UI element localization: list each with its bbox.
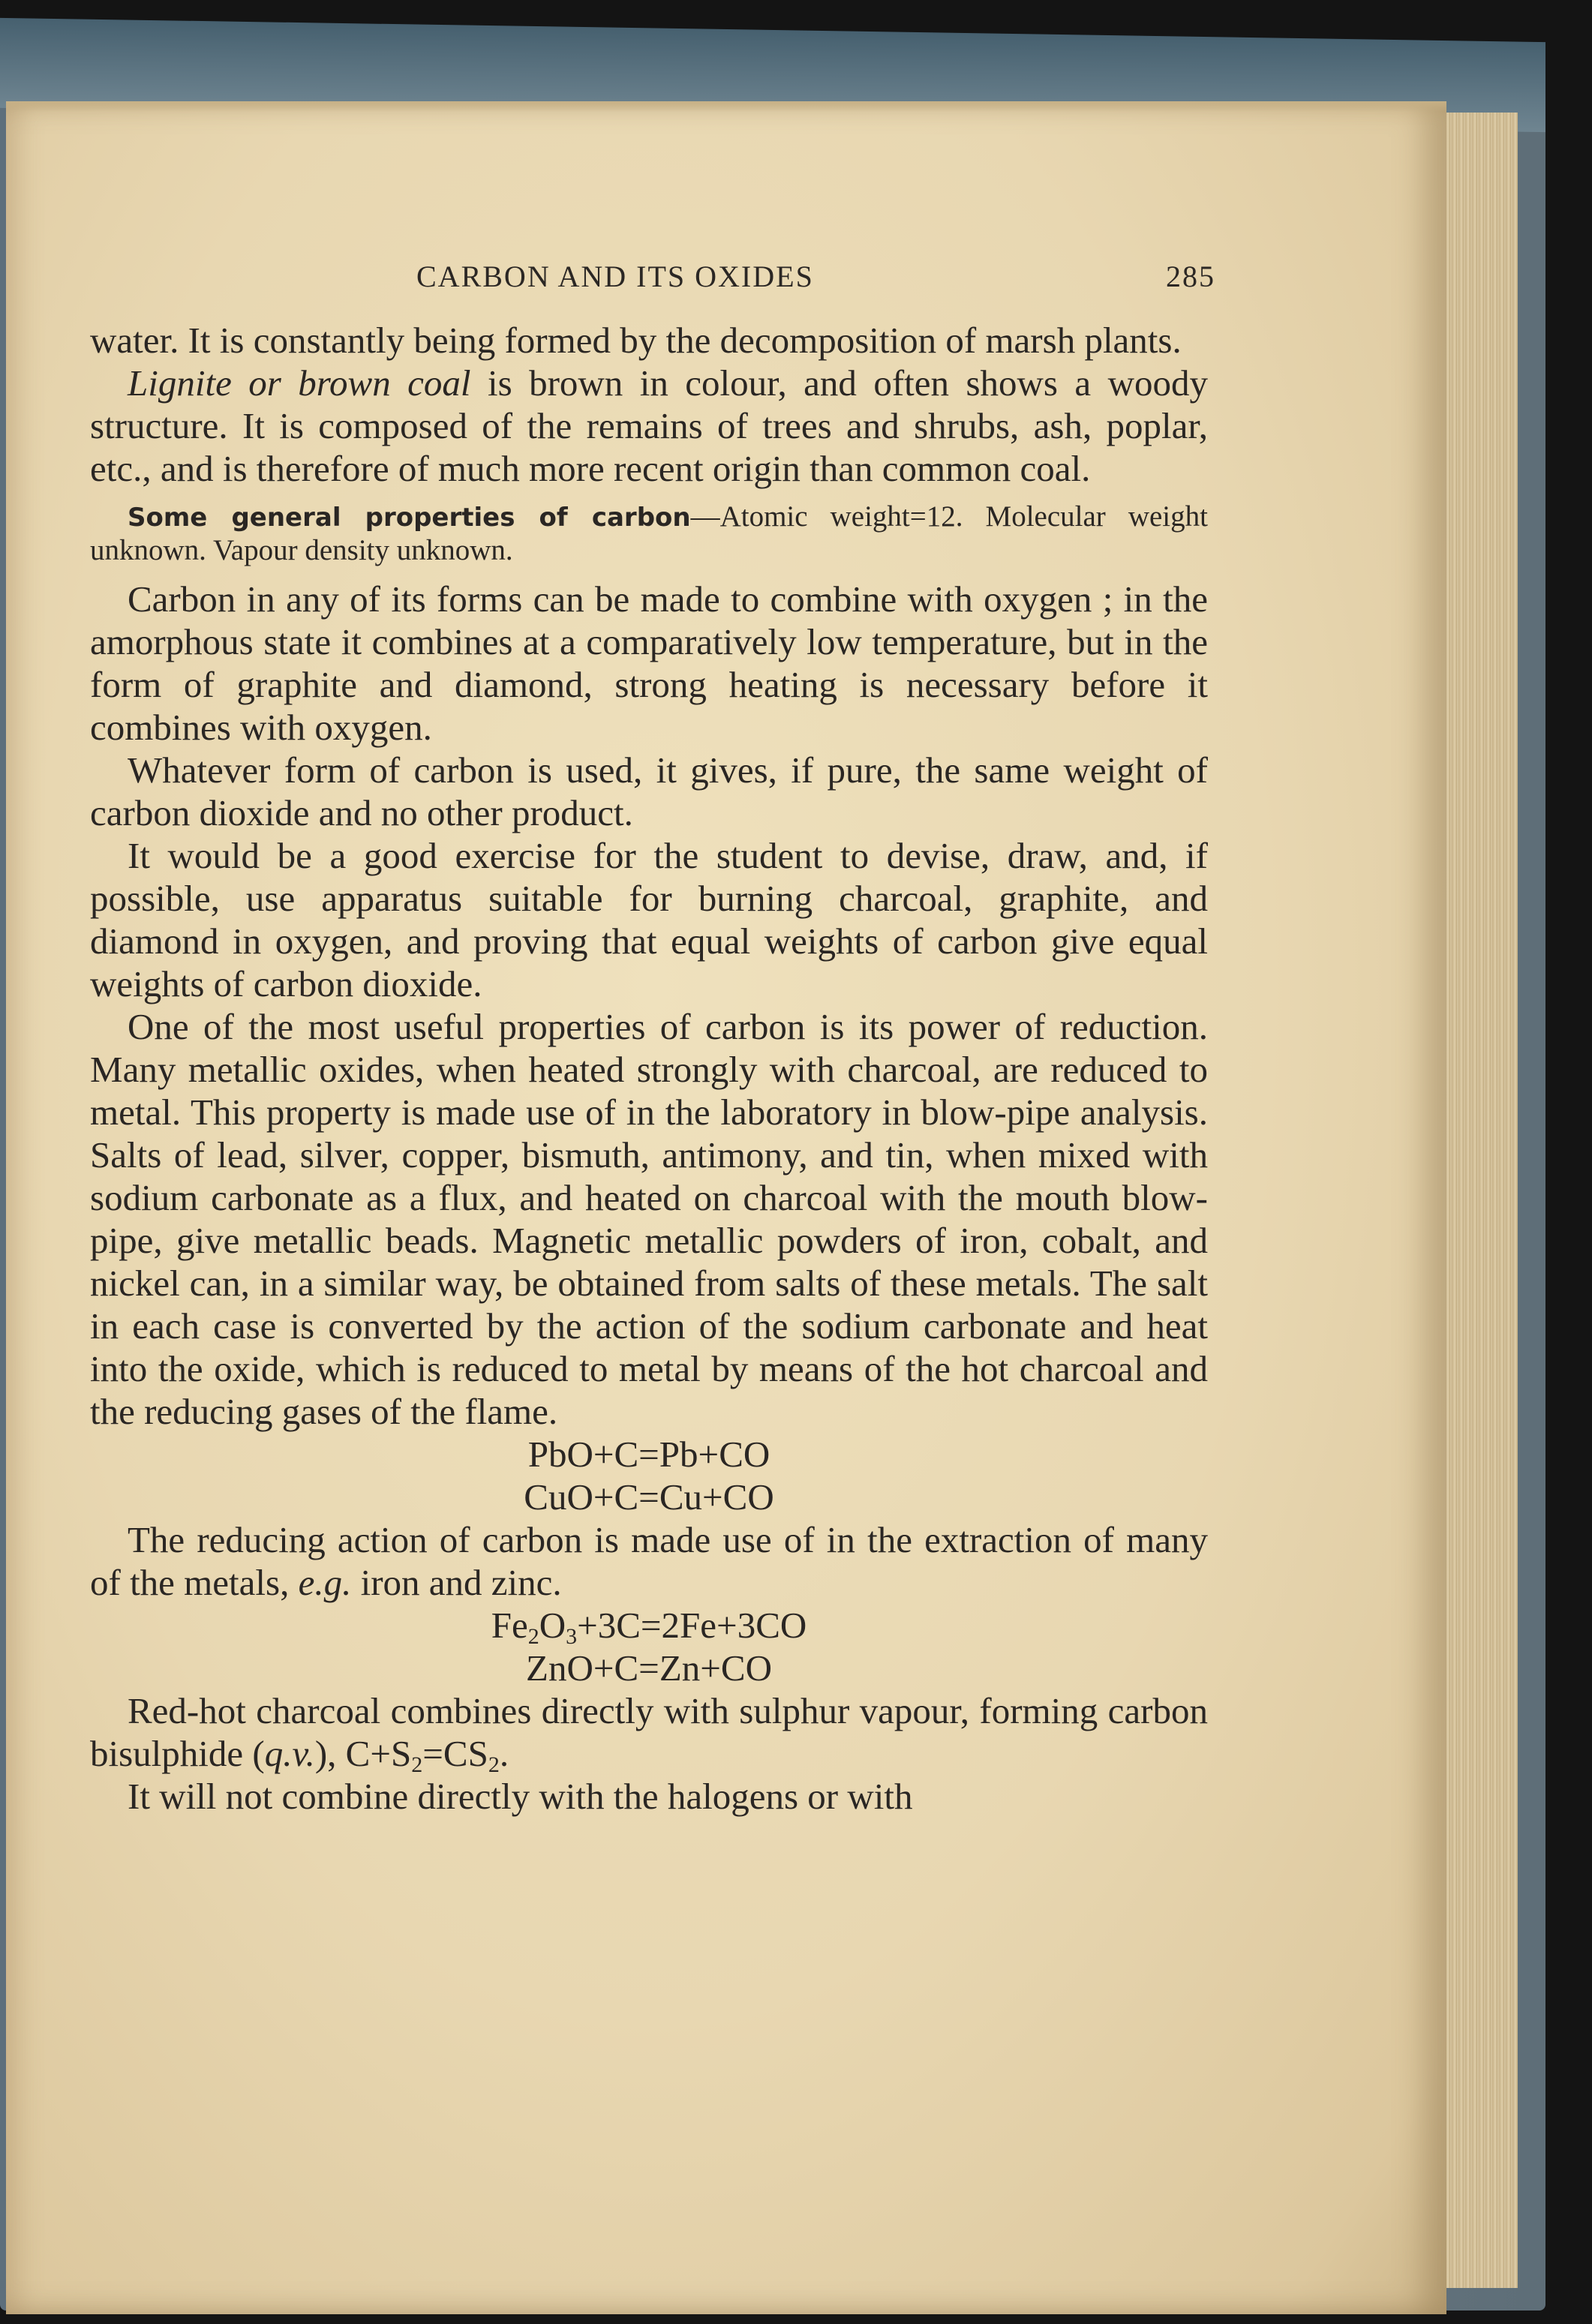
page-top-shadow [6,101,1446,112]
sulphur-sub1: 2 [411,1752,423,1777]
page-number: 285 [1166,260,1215,293]
eq-iron-sub2: 3 [566,1624,578,1649]
sulphur-text-c: =CS [422,1733,488,1774]
paragraph-lignite [90,362,1208,490]
sulphur-sub2: 2 [488,1752,500,1777]
paragraph-extraction [90,1518,1208,1604]
paragraph-reduction: One of the most useful properties of carbon is its power of reduction. Many metallic oxides, when heated strongly with charcoal, are reduced to metal. This property is made use of in the laboratory in blow-pipe analysis. Salts of lead, silver, copper, bismuth, antimony, and tin, when mixed with sodium carbonate as a flux, and heated on charcoal with the mouth blow-pipe, give metallic beads. Magnetic metallic powders of iron, cobalt, and nickel can, in a similar way, be obtained from salts of these metals. The salt in each case is converted by the action of the sodium carbonate and heat into the oxide, which is reduced to metal by means of the hot charcoal and the reducing gases of the flame. [90,1006,1208,1432]
lignite-text: is brown in colour, and often shows a woody structure. It is composed of the remains of trees and shrubs, ash, poplar, etc., and is therefore of much more recent origin than common coal. [90,362,1208,489]
properties-note [90,500,1208,567]
extraction-text-a: The reducing action of carbon is made use of in the extraction of many of the metals, [90,1519,1208,1603]
sulphur-text-d: . [499,1733,509,1774]
lignite-term: Lignite or brown coal [128,362,471,404]
eq-iron-sub1: 2 [527,1624,539,1649]
qv-abbrev: q.v. [264,1733,315,1774]
equation-copper: CuO+C=Cu+CO [524,1476,774,1518]
properties-heading: Some general properties of carbon [128,503,691,533]
sulphur-text-b: ), C+S [314,1733,412,1774]
equation-iron [90,1604,1208,1647]
eq-iron-fe: Fe [491,1605,528,1646]
sulphur-text-a: Red-hot charcoal combines directly with sulphur vapour, forming carbon bisulphide ( [90,1690,1208,1774]
paragraph-exercise: It would be a good exercise for the student to devise, draw, and, if possible, use apparatus suitable for burning charcoal, graphite, and diamond in oxygen, and proving that equal weights of carbon give equal weights of carbon dioxide. [90,835,1208,1004]
equation-zinc: ZnO+C=Zn+CO [526,1647,772,1689]
eq-iron-o: O [539,1605,566,1646]
paragraph-halogens: It will not combine directly with the halogens or with [128,1776,913,1817]
paragraph-whatever: Whatever form of carbon is used, it gives, if pure, the same weight of carbon dioxide and no other product. [90,749,1208,833]
eg-abbrev: e.g. [298,1562,352,1603]
paragraph-1: water. It is constantly being formed by the decomposition of marsh plants. [90,320,1182,361]
paragraph-combine: Carbon in any of its forms can be made to combine with oxygen ; in the amorphous state it combines at a comparatively low temperature, but in the form of graphite and diamond, strong heating is necessary before it combines with oxygen. [90,578,1208,748]
running-title: CARBON AND ITS OXIDES [416,260,814,293]
page-text [90,319,1208,1818]
properties-values: —Atomic weight=12. Molecular weight unknown. Vapour density unknown. [90,500,1208,566]
equation-lead: PbO+C=Pb+CO [527,1434,770,1475]
extraction-text-b: iron and zinc. [351,1562,562,1603]
running-header [90,259,1215,304]
paragraph-sulphur [90,1689,1208,1775]
eq-iron-rest: +3C=2Fe+3CO [577,1605,807,1646]
